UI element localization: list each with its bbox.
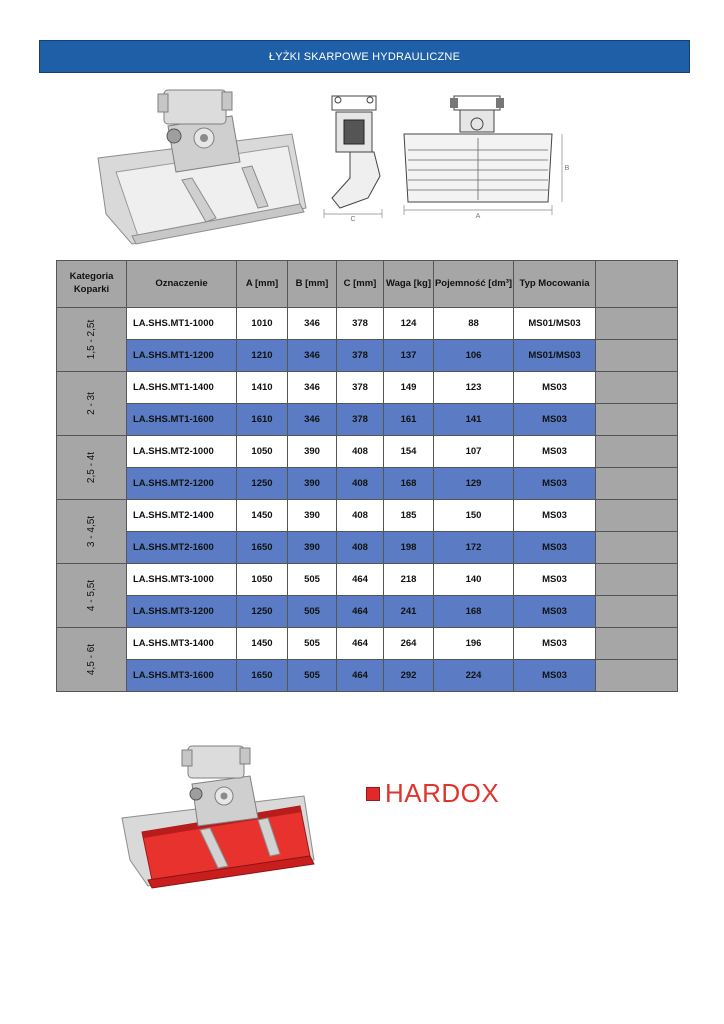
category-cell [57,500,127,564]
category-cell [57,436,127,500]
cell-capacity: 172 [434,532,514,564]
col-extra [596,261,678,308]
cell-a: 1010 [237,308,288,340]
cell-mount: MS01/MS03 [514,308,596,340]
table-row [57,564,678,596]
cell-code: LA.SHS.MT3-1400 [127,628,237,660]
cell-extra [596,596,678,628]
bucket-render-top [92,86,308,248]
cell-weight: 198 [384,532,434,564]
category-label: 2,5 - 4t [85,451,97,484]
cell-c: 378 [337,340,384,372]
cell-a: 1450 [237,628,288,660]
cell-code: LA.SHS.MT1-1200 [127,340,237,372]
cell-a: 1650 [237,660,288,692]
col-category: Kategoria Koparki [57,261,127,308]
cell-b: 346 [288,340,337,372]
cell-weight: 241 [384,596,434,628]
hardox-label: HARDOX [385,778,500,808]
cell-a: 1050 [237,564,288,596]
table-row [57,500,678,532]
cell-mount: MS03 [514,372,596,404]
cell-a: 1610 [237,404,288,436]
cell-b: 505 [288,564,337,596]
cell-b: 346 [288,372,337,404]
cell-capacity: 150 [434,500,514,532]
cell-capacity: 123 [434,372,514,404]
col-code: Oznaczenie [127,261,237,308]
col-b: B [mm] [288,261,337,308]
cell-capacity: 140 [434,564,514,596]
page-title: ŁYŻKI SKARPOWE HYDRAULICZNE [268,50,461,63]
table-row [57,404,678,436]
col-mount: Typ Mocowania [514,261,596,308]
table-body [57,308,678,692]
cell-b: 390 [288,436,337,468]
cell-code: LA.SHS.MT3-1600 [127,660,237,692]
cell-a: 1210 [237,340,288,372]
cell-capacity: 107 [434,436,514,468]
cell-c: 378 [337,404,384,436]
cell-b: 390 [288,532,337,564]
bucket-front-view [396,90,572,222]
cell-weight: 218 [384,564,434,596]
table-row [57,596,678,628]
cell-b: 505 [288,596,337,628]
cell-code: LA.SHS.MT2-1600 [127,532,237,564]
category-label: 2 - 3t [85,392,97,415]
table-row [57,660,678,692]
cell-extra [596,532,678,564]
table-row [57,468,678,500]
cell-b: 505 [288,660,337,692]
table-row [57,436,678,468]
cell-code: LA.SHS.MT1-1400 [127,372,237,404]
cell-extra [596,308,678,340]
cell-weight: 149 [384,372,434,404]
cell-capacity: 106 [434,340,514,372]
cell-extra [596,340,678,372]
cell-a: 1250 [237,596,288,628]
cell-capacity: 168 [434,596,514,628]
cell-extra [596,468,678,500]
cell-capacity: 129 [434,468,514,500]
cell-mount: MS03 [514,500,596,532]
cell-weight: 185 [384,500,434,532]
cell-extra [596,404,678,436]
cell-b: 505 [288,628,337,660]
cell-mount: MS01/MS03 [514,340,596,372]
cell-weight: 168 [384,468,434,500]
cell-b: 346 [288,308,337,340]
cell-extra [596,564,678,596]
cell-code: LA.SHS.MT2-1200 [127,468,237,500]
category-cell [57,308,127,372]
bucket-render-hardox [118,740,330,890]
cell-a: 1450 [237,500,288,532]
cell-weight: 264 [384,628,434,660]
cell-capacity: 224 [434,660,514,692]
cell-weight: 124 [384,308,434,340]
cell-weight: 161 [384,404,434,436]
spec-table [56,260,678,692]
cell-c: 378 [337,372,384,404]
cell-weight: 292 [384,660,434,692]
bucket-side-view [316,90,392,222]
cell-mount: MS03 [514,532,596,564]
cell-extra [596,372,678,404]
table-row [57,628,678,660]
category-cell [57,628,127,692]
cell-b: 390 [288,500,337,532]
col-c: C [mm] [337,261,384,308]
cell-c: 464 [337,564,384,596]
cell-code: LA.SHS.MT2-1000 [127,436,237,468]
cell-a: 1050 [237,436,288,468]
cell-extra [596,628,678,660]
cell-c: 378 [337,308,384,340]
cell-extra [596,660,678,692]
cell-code: LA.SHS.MT3-1200 [127,596,237,628]
cell-mount: MS03 [514,468,596,500]
cell-code: LA.SHS.MT2-1400 [127,500,237,532]
col-a: A [mm] [237,261,288,308]
hardox-color-swatch [366,787,380,801]
table-row [57,340,678,372]
table-row [57,532,678,564]
category-label: 1,5 - 2,5t [86,319,97,360]
cell-code: LA.SHS.MT3-1000 [127,564,237,596]
cell-a: 1650 [237,532,288,564]
cell-capacity: 196 [434,628,514,660]
dim-b-label: B [564,165,570,172]
dim-a-label: A [475,213,481,220]
table-row [57,372,678,404]
cell-mount: MS03 [514,596,596,628]
cell-c: 408 [337,500,384,532]
dim-c-label: C [350,216,356,222]
cell-mount: MS03 [514,628,596,660]
cell-weight: 154 [384,436,434,468]
category-label: 4 - 5,5t [85,579,97,612]
category-cell [57,564,127,628]
cell-c: 408 [337,436,384,468]
cell-mount: MS03 [514,436,596,468]
cell-b: 346 [288,404,337,436]
cell-extra [596,500,678,532]
cell-capacity: 88 [434,308,514,340]
hardox-legend [366,778,499,809]
col-weight: Waga [kg] [384,261,434,308]
cell-code: LA.SHS.MT1-1000 [127,308,237,340]
cell-c: 408 [337,468,384,500]
cell-c: 464 [337,660,384,692]
cell-a: 1410 [237,372,288,404]
cell-c: 408 [337,532,384,564]
cell-mount: MS03 [514,564,596,596]
cell-extra [596,436,678,468]
category-label: 4,5 - 6t [85,643,97,676]
cell-mount: MS03 [514,404,596,436]
cell-mount: MS03 [514,660,596,692]
page-title-banner [39,40,690,73]
cell-b: 390 [288,468,337,500]
cell-weight: 137 [384,340,434,372]
cell-capacity: 141 [434,404,514,436]
category-label: 3 - 4,5t [85,515,97,548]
cell-c: 464 [337,596,384,628]
cell-a: 1250 [237,468,288,500]
table-header-row [57,261,678,308]
table-row [57,308,678,340]
cell-c: 464 [337,628,384,660]
col-capacity: Pojemność [dm³] [434,261,514,308]
cell-code: LA.SHS.MT1-1600 [127,404,237,436]
category-cell [57,372,127,436]
